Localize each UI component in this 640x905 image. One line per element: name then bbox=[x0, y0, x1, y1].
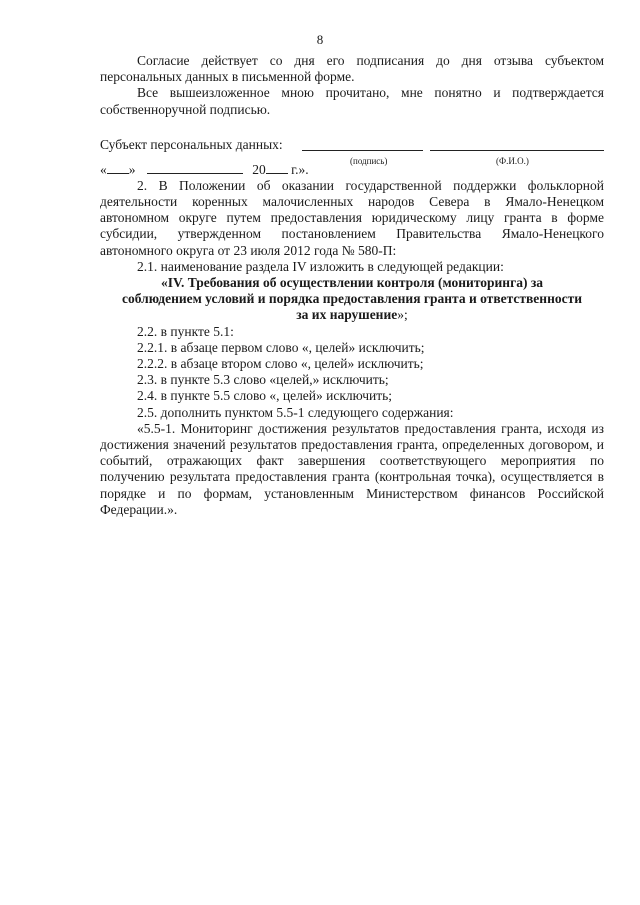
date-open-quote: « bbox=[100, 161, 107, 177]
amendment-item-2-1: 2.1. наименование раздела IV изложить в следующей редакции: bbox=[137, 258, 504, 274]
signature-label: Субъект персональных данных: bbox=[100, 136, 283, 152]
document-body bbox=[100, 53, 604, 518]
section-iv-heading bbox=[100, 275, 604, 324]
amendment-item-2-2: 2.2. в пункте 5.1: bbox=[137, 323, 234, 339]
signature-row bbox=[100, 136, 604, 166]
full-name-line bbox=[430, 150, 604, 151]
month-blank bbox=[147, 162, 243, 174]
amendment-item-2-2-2: 2.2.2. в абзаце втором слово «, целей» исключить; bbox=[137, 356, 424, 372]
amendment-item-2: 2. В Положении об оказании государственной поддержки фольклорной деятельности коренных малочисленных народов Севера в Ямало-Ненецком автономном округе путем предоставления юридическому лицу гранта в форме субсидии, утвержденном постановлением Правительства Ямало-Ненецкого автономного округа от 23 июля 2012 года № 580-П: bbox=[100, 177, 604, 258]
signature-line bbox=[302, 150, 423, 151]
new-item-5-5-1: «5.5-1. Мониторинг достижения результатов предоставления гранта, исходя из достижения значений результатов предоставления гранта, определенных договором, и событий, отражающих факт завершения соответствующего мероприятия по получению результата предоставления гранта (контрольная точка), осуществляется в порядке и по формам, установленным Министерством финансов Российской Федерации.». bbox=[100, 420, 604, 517]
year-prefix: 20 bbox=[252, 161, 266, 177]
full-name-caption: (Ф.И.О.) bbox=[496, 155, 529, 166]
amendment-item-2-3: 2.3. в пункте 5.3 слово «целей,» исключить; bbox=[137, 372, 389, 388]
amendment-item-2-2-1: 2.2.1. в абзаце первом слово «, целей» исключить; bbox=[137, 339, 425, 355]
signature-caption: (подпись) bbox=[350, 155, 388, 166]
date-close-quote: » bbox=[128, 161, 136, 177]
day-blank bbox=[107, 162, 129, 174]
page-number: 8 bbox=[316, 32, 324, 47]
consent-validity-paragraph: Согласие действует со дня его подписания до дня отзыва субъектом персональных данных в письменной форме. bbox=[100, 53, 604, 85]
year-blank bbox=[266, 162, 288, 174]
year-suffix: г.». bbox=[291, 161, 309, 177]
heading-line-3: за их нарушение bbox=[296, 307, 398, 323]
consent-confirmation-paragraph: Все вышеизложенное мною прочитано, мне понятно и подтверждается собственноручной подписью. bbox=[100, 85, 604, 117]
amendment-item-2-4: 2.4. в пункте 5.5 слово «, целей» исключить; bbox=[137, 388, 393, 404]
heading-line-2: соблюдением условий и порядка предоставления гранта и ответственности bbox=[121, 291, 583, 307]
heading-tail: »; bbox=[397, 307, 408, 323]
heading-line-1: «IV. Требования об осуществлении контроля (мониторинга) за bbox=[160, 275, 544, 291]
heading-line-3-wrap bbox=[100, 307, 604, 323]
amendment-item-2-5: 2.5. дополнить пунктом 5.5-1 следующего содержания: bbox=[137, 404, 454, 420]
